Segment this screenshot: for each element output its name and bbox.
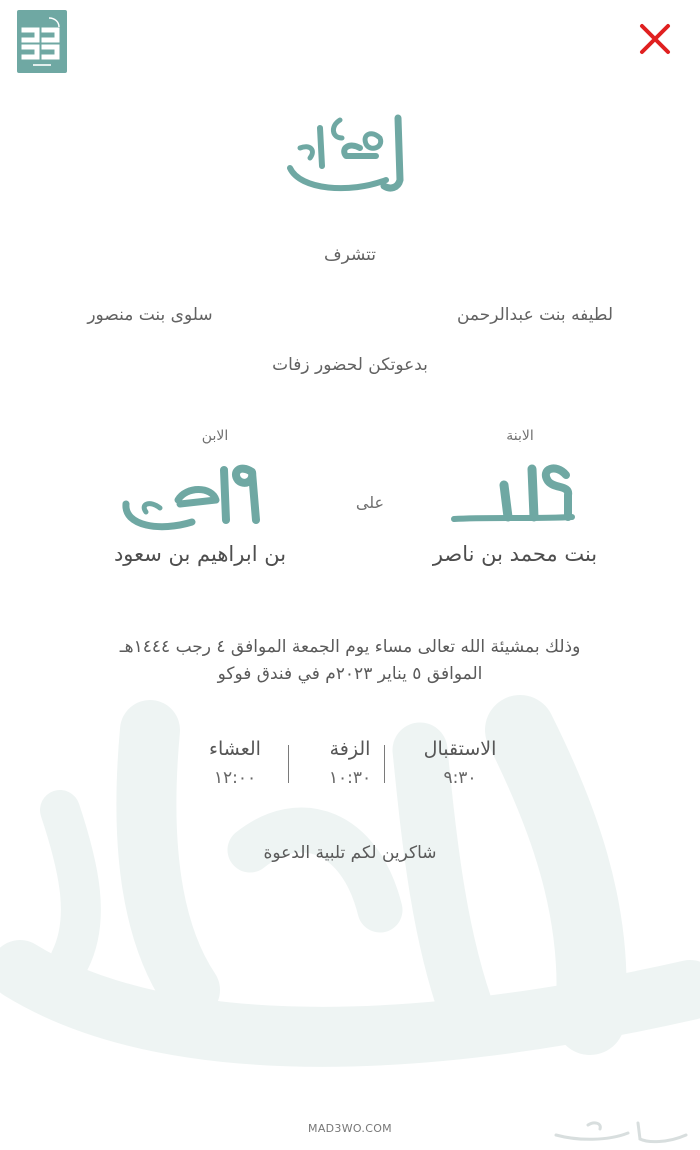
bride-name-calligraphy [448,455,580,527]
mad3wo-logo-icon [17,10,67,73]
thanks-text: شاكرين لكم تلبية الدعوة [263,843,437,863]
groom-role-label: الابن [201,428,229,444]
reception-time: ٩:٣٠ [443,768,477,788]
invite-text: بدعوتكن لحضور زفات [272,355,428,375]
zaffa-label: الزفة [329,738,371,760]
bride-role-label: الابنة [506,428,534,444]
site-url: MAD3WO.COM [308,1122,392,1135]
reception-label: الاستقبال [423,738,497,760]
event-date-hijri: وذلك بمشيئة الله تعالى مساء يوم الجمعة الموافق ٤ رجب ١٤٤٤هـ [119,637,581,657]
honor-text: تتشرف [323,245,377,265]
conjunction-text: على [355,493,385,512]
close-icon [632,20,678,60]
host-name-right: لطيفه بنت عبدالرحمن [456,305,614,325]
dinner-time: ١٢:٠٠ [213,768,257,788]
zaffa-time: ١٠:٣٠ [328,768,372,788]
couple-monogram-calligraphy [280,108,420,198]
dinner-label: العشاء [209,738,261,760]
host-name-left: سلوى بنت منصور [87,305,213,325]
groom-lineage: بن ابراهيم بن سعود [113,542,287,566]
haraj-watermark-icon [548,1115,693,1147]
brand-logo[interactable] [17,10,67,73]
event-date-venue: الموافق ٥ يناير ٢٠٢٣م في فندق فوكو [217,664,483,684]
close-button[interactable] [632,20,678,60]
bride-lineage: بنت محمد بن ناصر [432,542,598,566]
groom-name-calligraphy [120,450,270,535]
